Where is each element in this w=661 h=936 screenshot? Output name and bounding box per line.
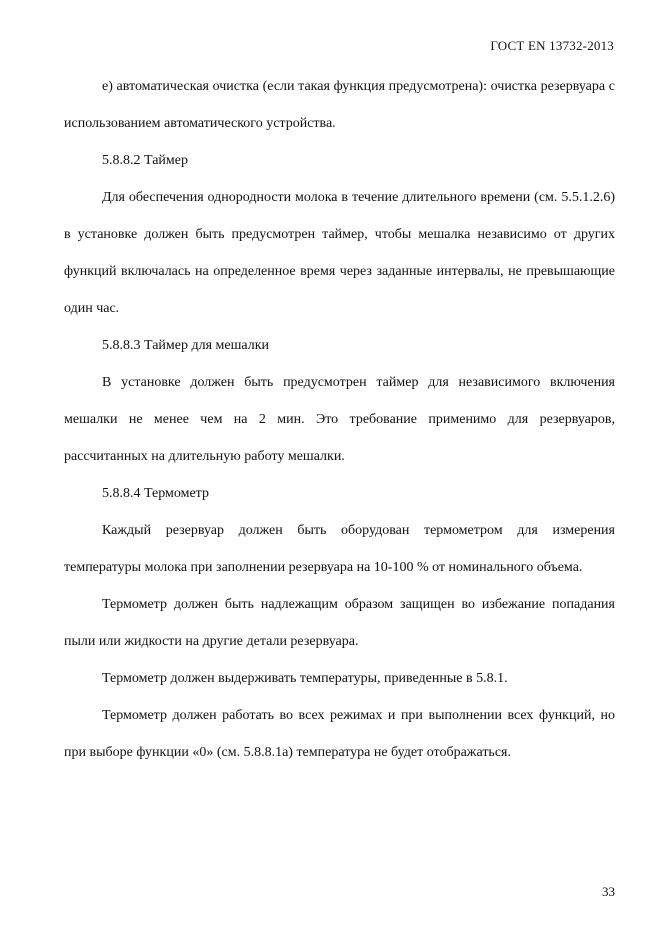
paragraph-thermometer-protection: Термометр должен быть надлежащим образом защищен во избежание попадания пыли или жидкости на другие детали резервуара. bbox=[64, 597, 615, 649]
section-heading-thermometer: 5.8.8.4 Термометр bbox=[102, 486, 209, 501]
paragraph-stirrer-timer: В установке должен быть предусмотрен таймер для независимого включения мешалки не менее чем на 2 мин. Это требование применимо для резервуаров, рассчитанных на длительную работу мешалки. bbox=[64, 375, 615, 464]
page-number: 33 bbox=[602, 884, 615, 899]
document-code-header: ГОСТ EN 13732-2013 bbox=[490, 38, 614, 53]
paragraph-thermometer-required: Каждый резервуар должен быть оборудован термометром для измерения температуры молока при заполнении резервуара на 10-100 % от номинального объема. bbox=[64, 523, 615, 575]
paragraph-auto-cleaning: е) автоматическая очистка (если такая функция предусмотрена): очистка резервуара с использованием автоматического устройства. bbox=[64, 79, 615, 131]
section-heading-stirrer-timer: 5.8.8.3 Таймер для мешалки bbox=[102, 338, 270, 353]
paragraph-timer: Для обеспечения однородности молока в течение длительного времени (см. 5.5.1.2.6) в установке должен быть предусмотрен таймер, чтобы мешалка независимо от других функций включалась на определенное время через заданные интервалы, не превышающие один час. bbox=[64, 190, 615, 316]
document-body bbox=[64, 68, 615, 771]
paragraph-thermometer-modes: Термометр должен работать во всех режимах и при выполнении всех функций, но при выборе функции «0» (см. 5.8.8.1а) температура не будет отображаться. bbox=[64, 708, 615, 760]
section-heading-timer: 5.8.8.2 Таймер bbox=[102, 153, 188, 168]
paragraph-thermometer-temperatures: Термометр должен выдерживать температуры, приведенные в 5.8.1. bbox=[102, 671, 508, 686]
